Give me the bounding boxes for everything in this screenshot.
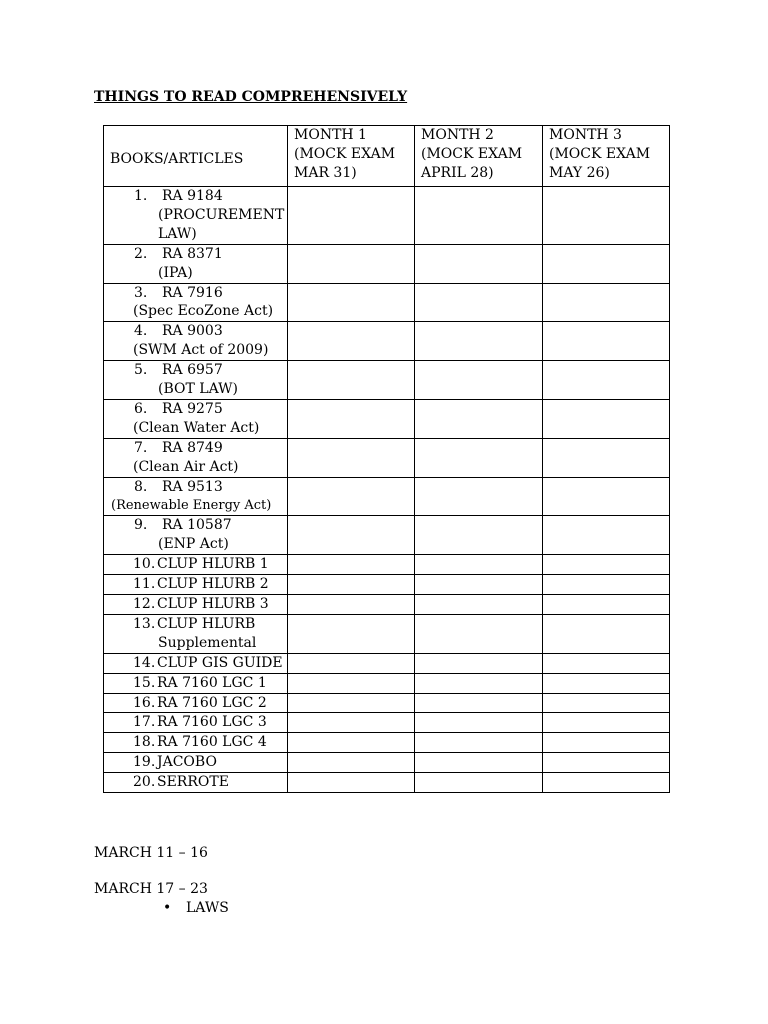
book-article-cell [104, 187, 288, 245]
table-row [104, 773, 670, 793]
item-subtitle: (ENP Act) [158, 536, 229, 553]
month-3-cell [543, 244, 670, 283]
table-row [104, 516, 670, 555]
item-title [110, 361, 281, 380]
month-2-cell [415, 673, 543, 693]
item-text: RA 9275 [162, 400, 223, 417]
item-number: 7. [134, 439, 148, 456]
month-1-cell [288, 733, 415, 753]
item-title [110, 284, 281, 303]
book-article-cell [104, 575, 288, 595]
month-3-cell [543, 516, 670, 555]
month-2-cell [415, 438, 543, 477]
month-1-cell [288, 438, 415, 477]
item-title [110, 615, 281, 634]
book-article-cell [104, 555, 288, 575]
month-2-cell [415, 477, 543, 516]
month-2-cell [415, 187, 543, 245]
item-text: CLUP HLURB 2 [157, 576, 269, 593]
month-2-cell [415, 614, 543, 653]
item-title [110, 713, 281, 732]
month-3-cell [543, 283, 670, 322]
month-3-cell [543, 733, 670, 753]
item-title [110, 322, 281, 341]
item-number: 19. [133, 754, 156, 771]
header-month-3 [543, 126, 670, 187]
item-title [110, 674, 281, 693]
item-title [110, 516, 281, 535]
header-month-3-line-1: MONTH 3 [549, 127, 622, 143]
table-row [104, 322, 670, 361]
book-article-cell [104, 438, 288, 477]
month-3-cell [543, 653, 670, 673]
header-month-2-line-3: APRIL 28) [421, 164, 494, 181]
bullet-item-laws [163, 900, 229, 916]
header-books-label: BOOKS/ARTICLES [110, 150, 244, 167]
item-title [110, 575, 281, 594]
month-3-cell [543, 555, 670, 575]
item-text: CLUP HLURB 3 [157, 596, 269, 613]
item-title [110, 555, 281, 574]
month-3-cell [543, 399, 670, 438]
item-subtitle: (Clean Water Act) [133, 419, 260, 436]
book-article-cell [104, 595, 288, 615]
book-article-cell [104, 673, 288, 693]
item-title [110, 753, 281, 772]
table-row [104, 555, 670, 575]
month-1-cell [288, 516, 415, 555]
item-title [110, 694, 281, 713]
header-month-1-line-3: MAR 31) [294, 164, 357, 181]
item-subtitle: (Spec EcoZone Act) [133, 303, 274, 320]
item-number: 6. [134, 400, 148, 417]
table-row [104, 438, 670, 477]
item-title [110, 733, 281, 752]
table-row [104, 575, 670, 595]
table-row [104, 673, 670, 693]
month-3-cell [543, 673, 670, 693]
item-title [110, 187, 281, 206]
book-article-cell [104, 693, 288, 713]
month-3-cell [543, 575, 670, 595]
item-subtitle: (BOT LAW) [158, 381, 238, 398]
book-article-cell [104, 653, 288, 673]
reading-schedule-table [103, 125, 670, 793]
header-month-1-line-2: (MOCK EXAM [294, 145, 396, 162]
item-text: RA 7160 LGC 2 [157, 694, 267, 711]
week-label-1: MARCH 11 – 16 [94, 845, 208, 861]
month-3-cell [543, 595, 670, 615]
book-article-cell [104, 733, 288, 753]
month-1-cell [288, 753, 415, 773]
item-subtitle: (SWM Act of 2009) [133, 342, 269, 359]
item-number: 5. [134, 362, 148, 379]
book-article-cell [104, 283, 288, 322]
book-article-cell [104, 614, 288, 653]
month-3-cell [543, 361, 670, 400]
month-1-cell [288, 361, 415, 400]
month-2-cell [415, 322, 543, 361]
item-text: RA 8749 [162, 439, 223, 456]
item-number: 18. [133, 734, 156, 751]
item-number: 3. [134, 284, 148, 301]
header-month-2-line-1: MONTH 2 [421, 127, 494, 143]
item-title [110, 400, 281, 419]
month-1-cell [288, 773, 415, 793]
item-title [110, 245, 281, 264]
item-text: CLUP HLURB [157, 615, 256, 632]
table-row [104, 653, 670, 673]
month-1-cell [288, 653, 415, 673]
month-1-cell [288, 322, 415, 361]
book-article-cell [104, 753, 288, 773]
month-2-cell [415, 283, 543, 322]
item-title [110, 654, 281, 673]
item-number: 1. [134, 188, 148, 204]
item-text: SERROTE [157, 774, 229, 791]
item-text: RA 7160 LGC 4 [157, 734, 267, 751]
bullet-icon: • [163, 900, 172, 916]
book-article-cell [104, 773, 288, 793]
bullet-text: LAWS [186, 900, 229, 916]
header-month-1-line-1: MONTH 1 [294, 127, 367, 143]
book-article-cell [104, 713, 288, 733]
month-1-cell [288, 693, 415, 713]
item-title [110, 478, 281, 497]
month-3-cell [543, 322, 670, 361]
item-text: RA 7160 LGC 3 [157, 714, 267, 731]
month-3-cell [543, 773, 670, 793]
item-text: RA 9003 [162, 323, 223, 340]
month-2-cell [415, 733, 543, 753]
month-3-cell [543, 477, 670, 516]
page-title: THINGS TO READ COMPREHENSIVELY [94, 89, 408, 105]
item-text: RA 7160 LGC 1 [157, 674, 267, 691]
month-1-cell [288, 614, 415, 653]
month-2-cell [415, 575, 543, 595]
header-month-3-line-3: MAY 26) [549, 164, 610, 181]
item-number: 20. [133, 774, 156, 791]
item-text: RA 9184 [162, 188, 223, 204]
book-article-cell [104, 516, 288, 555]
item-number: 16. [133, 694, 156, 711]
item-number: 11. [133, 576, 156, 593]
table-row [104, 361, 670, 400]
item-text: CLUP GIS GUIDE [157, 654, 283, 671]
month-3-cell [543, 753, 670, 773]
table-row [104, 244, 670, 283]
item-text: RA 7916 [162, 284, 223, 301]
month-3-cell [543, 693, 670, 713]
table-row [104, 595, 670, 615]
item-number: 13. [133, 615, 156, 632]
month-2-cell [415, 361, 543, 400]
month-1-cell [288, 244, 415, 283]
item-subtitle: LAW) [158, 225, 197, 242]
month-3-cell [543, 187, 670, 245]
table-row [104, 477, 670, 516]
table-row [104, 753, 670, 773]
item-text: RA 9513 [162, 478, 223, 495]
month-1-cell [288, 673, 415, 693]
month-1-cell [288, 477, 415, 516]
item-number: 12. [133, 596, 156, 613]
header-books-articles [104, 126, 288, 187]
header-month-3-line-2: (MOCK EXAM [549, 145, 651, 162]
week-label-2: MARCH 17 – 23 [94, 881, 208, 897]
month-2-cell [415, 595, 543, 615]
book-article-cell [104, 361, 288, 400]
table-row [104, 693, 670, 713]
month-1-cell [288, 283, 415, 322]
item-subtitle: (Clean Air Act) [133, 458, 239, 475]
item-text: RA 6957 [162, 362, 223, 379]
month-1-cell [288, 187, 415, 245]
month-2-cell [415, 753, 543, 773]
item-subtitle: (Renewable Energy Act) [111, 497, 272, 513]
month-2-cell [415, 713, 543, 733]
book-article-cell [104, 244, 288, 283]
month-2-cell [415, 693, 543, 713]
table-row [104, 614, 670, 653]
item-number: 14. [133, 654, 156, 671]
item-text: JACOBO [157, 754, 217, 771]
header-month-2 [415, 126, 543, 187]
table-row [104, 399, 670, 438]
month-2-cell [415, 399, 543, 438]
item-number: 4. [134, 323, 148, 340]
book-article-cell [104, 399, 288, 438]
item-number: 10. [133, 556, 156, 573]
item-title [110, 439, 281, 458]
month-2-cell [415, 244, 543, 283]
item-text: CLUP HLURB 1 [157, 556, 269, 573]
item-subtitle: (IPA) [158, 264, 193, 281]
header-month-2-line-2: (MOCK EXAM [421, 145, 523, 162]
month-1-cell [288, 555, 415, 575]
month-1-cell [288, 399, 415, 438]
month-1-cell [288, 575, 415, 595]
item-subtitle: (PROCUREMENT [158, 206, 285, 223]
month-1-cell [288, 713, 415, 733]
item-number: 15. [133, 674, 156, 691]
month-2-cell [415, 773, 543, 793]
month-2-cell [415, 516, 543, 555]
table-row [104, 713, 670, 733]
month-3-cell [543, 614, 670, 653]
item-number: 17. [133, 714, 156, 731]
month-2-cell [415, 555, 543, 575]
item-number: 8. [134, 478, 148, 495]
table-row [104, 283, 670, 322]
table-header-row [104, 126, 670, 187]
month-3-cell [543, 438, 670, 477]
month-3-cell [543, 713, 670, 733]
item-title [110, 773, 281, 792]
book-article-cell [104, 477, 288, 516]
item-subtitle: Supplemental [158, 634, 257, 651]
header-month-1 [288, 126, 415, 187]
month-2-cell [415, 653, 543, 673]
item-number: 9. [134, 517, 148, 534]
book-article-cell [104, 322, 288, 361]
item-number: 2. [134, 245, 148, 262]
item-text: RA 8371 [162, 245, 223, 262]
table-row [104, 187, 670, 245]
month-1-cell [288, 595, 415, 615]
item-text: RA 10587 [162, 517, 232, 534]
item-title [110, 595, 281, 614]
table-row [104, 733, 670, 753]
